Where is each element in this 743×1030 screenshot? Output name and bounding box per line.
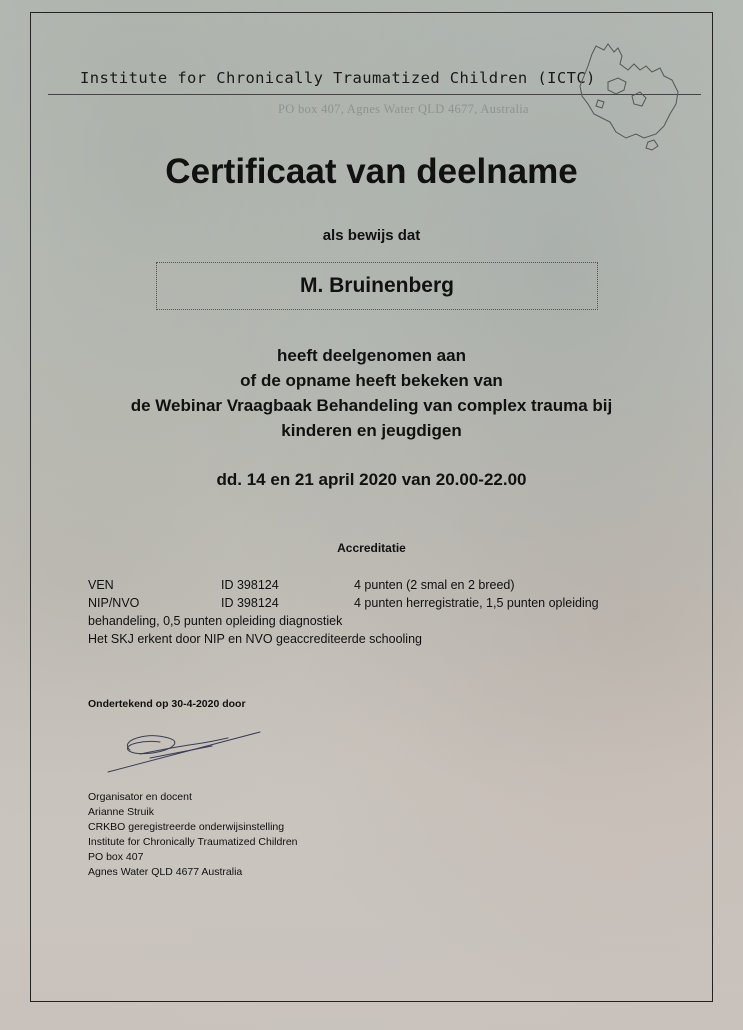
- certificate-subtitle: als bewijs dat: [322, 227, 421, 244]
- participation-statement: [0, 343, 743, 443]
- map-of-australia-icon: [574, 42, 686, 152]
- institute-address: PO box 407, Agnes Water QLD 4677, Australia: [278, 102, 529, 116]
- recipient-name: M. Bruinenberg: [299, 274, 454, 297]
- accreditation-row: [88, 576, 668, 594]
- accreditation-row: [88, 594, 668, 612]
- accreditation-id: ID 398124: [221, 578, 279, 592]
- organizer-line: Arianne Struik: [88, 806, 154, 818]
- statement-line: of de opname heeft bekeken van: [240, 371, 503, 390]
- organizer-line: Institute for Chronically Traumatized Children: [88, 836, 298, 848]
- statement-line: de Webinar Vraagbaak Behandeling van complex trauma bij: [130, 396, 613, 415]
- handwritten-signature: [100, 720, 265, 780]
- event-date: dd. 14 en 21 april 2020 van 20.00-22.00: [216, 470, 527, 489]
- accreditation-org: VEN: [88, 578, 114, 592]
- organizer-line: CRKBO geregistreerde onderwijsinstelling: [88, 821, 285, 833]
- certificate-title: Certificaat van deelname: [165, 152, 578, 191]
- statement-line: kinderen en jeugdigen: [281, 421, 462, 440]
- accreditation-points: 4 punten herregistratie, 1,5 punten opleiding: [354, 596, 599, 610]
- organizer-line: Agnes Water QLD 4677 Australia: [88, 866, 243, 878]
- organizer-details: [88, 790, 298, 880]
- accreditation-org: NIP/NVO: [88, 596, 140, 610]
- accreditation-continuation: behandeling, 0,5 punten opleiding diagnostiek: [88, 614, 343, 628]
- accreditation-points: 4 punten (2 smal en 2 breed): [354, 578, 515, 592]
- statement-line: heeft deelgenomen aan: [277, 346, 466, 365]
- accreditation-title: Accreditatie: [337, 541, 406, 555]
- accreditation-id: ID 398124: [221, 596, 279, 610]
- organizer-line: Organisator en docent: [88, 791, 192, 803]
- signed-label: Ondertekend op 30-4-2020 door: [88, 698, 246, 710]
- accreditation-table: [88, 576, 668, 648]
- institute-name: Institute for Chronically Traumatized Children (ICTC): [80, 69, 596, 87]
- organizer-line: PO box 407: [88, 851, 144, 863]
- recipient-name-box: [156, 262, 598, 310]
- accreditation-note: Het SKJ erkent door NIP en NVO geaccrediteerde schooling: [88, 632, 422, 646]
